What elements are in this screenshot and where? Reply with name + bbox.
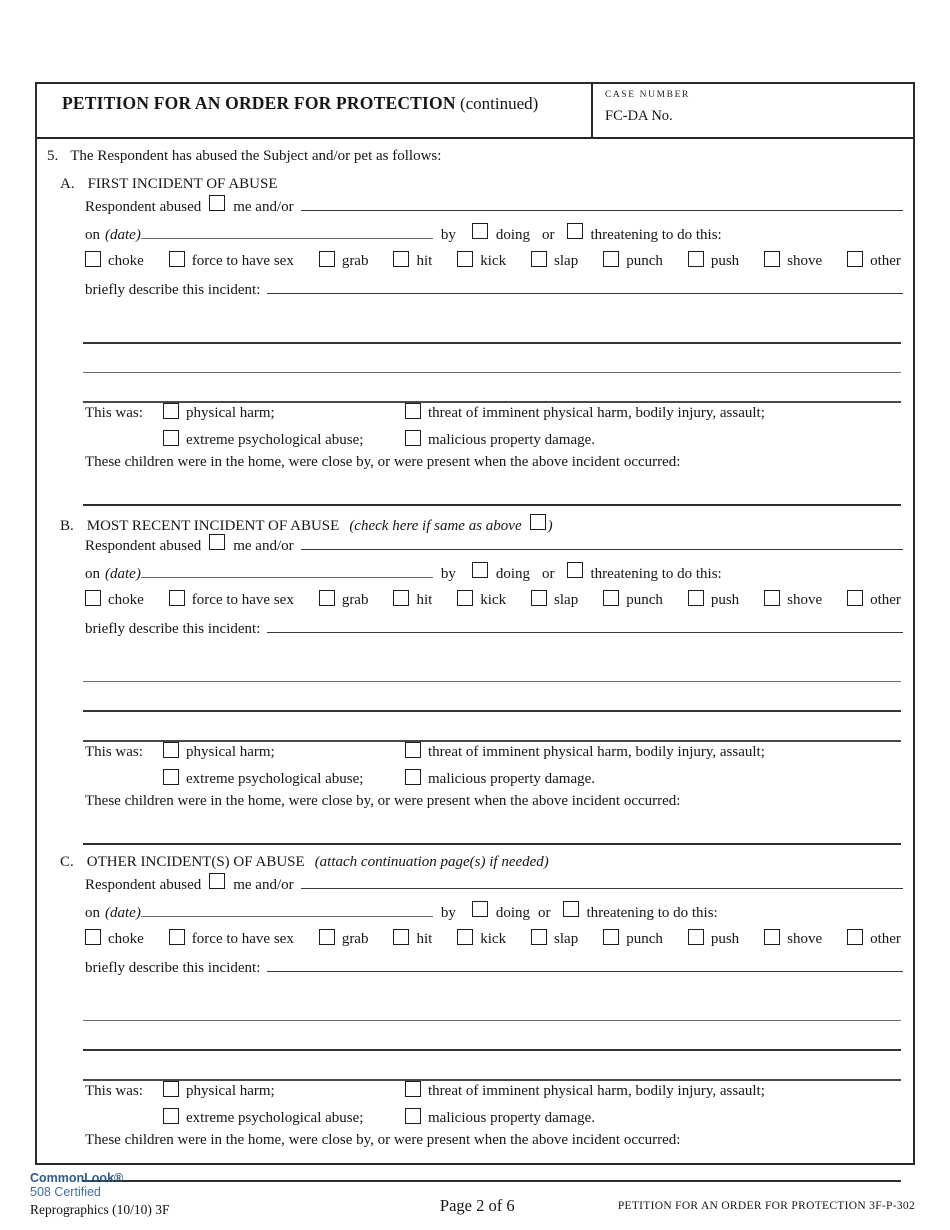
malicious-damage-checkbox[interactable]: [405, 430, 421, 446]
physical-harm-checkbox[interactable]: [163, 1081, 179, 1097]
abuse-option-label: push: [710, 931, 740, 947]
abuse-option: [169, 590, 294, 610]
abuse-option-label: punch: [626, 592, 663, 608]
threat-label: threat of imminent physical harm, bodily injury, assault;: [428, 744, 765, 760]
section-b-heading: [60, 514, 903, 534]
by-label: by: [440, 566, 456, 582]
date-label: (date): [105, 566, 141, 582]
physical-harm-label: physical harm;: [186, 405, 275, 421]
abuse-option-label: grab: [341, 253, 369, 269]
abuse-option: [688, 251, 739, 271]
doing-label: doing: [495, 566, 530, 582]
me-checkbox[interactable]: [209, 873, 225, 889]
same-as-above-checkbox[interactable]: [530, 514, 546, 530]
children-present-row: [85, 792, 903, 815]
abuse-option-label: force to have sex: [191, 592, 294, 608]
abuse-option-checkbox[interactable]: [764, 251, 780, 267]
briefly-describe-label: briefly describe this incident:: [85, 960, 261, 976]
abuse-option-checkbox[interactable]: [169, 929, 185, 945]
abuse-option-checkbox[interactable]: [169, 590, 185, 606]
me-andor-label: me and/or: [233, 199, 294, 215]
abuse-option-checkbox[interactable]: [603, 590, 619, 606]
item-5-text: The Respondent has abused the Subject and/or pet as follows:: [70, 148, 442, 164]
children-present-label: These children were in the home, were close by, or were present when the above incident occurred:: [85, 454, 681, 470]
respondent-abused-label: Respondent abused: [85, 538, 202, 554]
abuse-options-row: [85, 929, 901, 959]
abuse-option: [393, 590, 432, 610]
or-label: or: [538, 905, 551, 921]
abuse-option-checkbox[interactable]: [531, 590, 547, 606]
date-label: (date): [105, 905, 141, 921]
threat-checkbox[interactable]: [405, 742, 421, 758]
form-body: [37, 139, 913, 1182]
on-label: on: [85, 566, 100, 582]
abuse-option-label: shove: [787, 253, 823, 269]
abuse-option-label: other: [870, 253, 901, 269]
or-label: or: [542, 566, 555, 582]
by-label: by: [440, 227, 456, 243]
section-c-title: OTHER INCIDENT(S) OF ABUSE: [86, 854, 305, 870]
case-number-value: FC-DA No.: [605, 108, 673, 124]
page-number: Page 2 of 6: [439, 1196, 515, 1215]
extreme-abuse-checkbox[interactable]: [163, 1108, 179, 1124]
threatening-label: threatening to do this:: [586, 905, 718, 921]
abuse-option-label: slap: [554, 931, 579, 947]
abuse-option-checkbox[interactable]: [457, 590, 473, 606]
threatening-checkbox[interactable]: [567, 223, 583, 239]
abuse-option-checkbox[interactable]: [85, 590, 101, 606]
abuse-option: [688, 929, 739, 949]
abuse-option-checkbox[interactable]: [169, 251, 185, 267]
respondent-abused-row: [85, 873, 903, 901]
respondent-abused-row: [85, 195, 903, 223]
abuse-option-checkbox[interactable]: [847, 251, 863, 267]
section-b-note: (check here if same as above: [349, 518, 522, 534]
threatening-checkbox[interactable]: [567, 562, 583, 578]
abuse-option: [764, 590, 822, 610]
abuse-option-checkbox[interactable]: [688, 251, 704, 267]
abuse-option: [319, 929, 369, 949]
briefly-describe-row: [85, 281, 903, 311]
threat-option: [405, 1081, 765, 1101]
date-row: [85, 901, 903, 929]
abuse-option-checkbox[interactable]: [393, 929, 409, 945]
abuse-option-checkbox[interactable]: [603, 929, 619, 945]
abuse-option-label: shove: [787, 931, 823, 947]
on-label: on: [85, 227, 100, 243]
section-c-letter: C.: [60, 854, 74, 870]
abuse-option-checkbox[interactable]: [603, 251, 619, 267]
abuse-option-checkbox[interactable]: [457, 929, 473, 945]
date-label: (date): [105, 227, 141, 243]
abused-name-field[interactable]: [301, 547, 903, 550]
malicious-damage-checkbox[interactable]: [405, 769, 421, 785]
malicious-damage-label: malicious property damage.: [428, 432, 596, 448]
abuse-option-label: choke: [108, 592, 144, 608]
abuse-option: [85, 251, 144, 271]
abuse-option: [531, 251, 578, 271]
abuse-option: [531, 929, 578, 949]
doing-checkbox[interactable]: [472, 223, 488, 239]
abuse-option-label: other: [870, 931, 901, 947]
abuse-option-label: kick: [480, 253, 507, 269]
respondent-abused-label: Respondent abused: [85, 199, 202, 215]
abuse-option-label: grab: [341, 592, 369, 608]
section-b-title: MOST RECENT INCIDENT OF ABUSE: [86, 518, 340, 534]
section-a-title: FIRST INCIDENT OF ABUSE: [87, 176, 278, 192]
abuse-option-checkbox[interactable]: [319, 929, 335, 945]
malicious-damage-label: malicious property damage.: [428, 1110, 596, 1126]
page-footer: [0, 1166, 950, 1230]
section-c-heading: [60, 853, 903, 873]
this-was-row-1: [85, 742, 903, 769]
threat-checkbox[interactable]: [405, 403, 421, 419]
abuse-option-label: hit: [416, 253, 433, 269]
doing-label: doing: [495, 227, 530, 243]
date-field[interactable]: [141, 914, 433, 917]
certified-label: 508 Certified: [30, 1185, 101, 1199]
briefly-describe-row: [85, 620, 903, 650]
this-was-row-1: [85, 403, 903, 430]
commonlook-logo: CommonLook®: [30, 1171, 124, 1185]
section-b: [47, 514, 903, 845]
abuse-option-label: hit: [416, 931, 433, 947]
abuse-option-checkbox[interactable]: [319, 251, 335, 267]
this-was-label: This was:: [85, 405, 143, 421]
this-was-row-2: [85, 430, 903, 453]
abuse-option-label: force to have sex: [191, 253, 294, 269]
abused-name-field[interactable]: [301, 886, 903, 889]
abuse-option: [847, 590, 901, 610]
document-reference: PETITION FOR AN ORDER FOR PROTECTION 3F-P-302: [617, 1200, 915, 1212]
section-c-note: (attach continuation page(s) if needed): [314, 854, 549, 870]
this-was-row-1: [85, 1081, 903, 1108]
doing-checkbox[interactable]: [472, 562, 488, 578]
physical-harm-label: physical harm;: [186, 744, 275, 760]
abuse-option-checkbox[interactable]: [688, 590, 704, 606]
item-5: [47, 147, 903, 167]
form-header: [37, 84, 913, 139]
briefly-describe-label: briefly describe this incident:: [85, 282, 261, 298]
write-line[interactable]: [83, 682, 901, 712]
threat-option: [405, 742, 765, 762]
abuse-option-label: choke: [108, 931, 144, 947]
write-line[interactable]: [83, 712, 901, 742]
abuse-option: [847, 929, 901, 949]
doing-label: doing: [495, 905, 530, 921]
briefly-describe-label: briefly describe this incident:: [85, 621, 261, 637]
children-present-row: [85, 1131, 903, 1154]
children-present-row: [85, 453, 903, 476]
abuse-option-label: kick: [480, 592, 507, 608]
physical-harm-checkbox[interactable]: [163, 742, 179, 758]
write-line[interactable]: [83, 1021, 901, 1051]
abuse-option: [85, 929, 144, 949]
abuse-option: [847, 251, 901, 271]
write-line[interactable]: [83, 1051, 901, 1081]
date-field[interactable]: [141, 575, 433, 578]
threat-label: threat of imminent physical harm, bodily injury, assault;: [428, 1083, 765, 1099]
write-line[interactable]: [83, 989, 901, 1021]
abuse-option-label: other: [870, 592, 901, 608]
extreme-abuse-option: [163, 430, 405, 450]
abuse-option-checkbox[interactable]: [393, 590, 409, 606]
write-line[interactable]: [83, 815, 901, 845]
physical-harm-option: [163, 1081, 405, 1101]
abuse-option-checkbox[interactable]: [531, 929, 547, 945]
section-a: [47, 175, 903, 506]
abuse-option-label: punch: [626, 931, 663, 947]
abuse-option: [393, 929, 432, 949]
case-number-cell: [593, 84, 913, 137]
malicious-damage-label: malicious property damage.: [428, 771, 596, 787]
section-a-heading: [60, 175, 903, 195]
me-checkbox[interactable]: [209, 534, 225, 550]
extreme-abuse-checkbox[interactable]: [163, 769, 179, 785]
doing-checkbox[interactable]: [472, 901, 488, 917]
form-outer-box: [35, 82, 915, 1165]
write-line[interactable]: [83, 344, 901, 373]
abuse-option: [169, 929, 294, 949]
abuse-option: [764, 929, 822, 949]
abuse-option-label: shove: [787, 592, 823, 608]
abuse-option: [764, 251, 822, 271]
abuse-option-checkbox[interactable]: [85, 929, 101, 945]
form-title-suffix: (continued): [455, 94, 539, 113]
extreme-abuse-checkbox[interactable]: [163, 430, 179, 446]
this-was-row-2: [85, 769, 903, 792]
threat-checkbox[interactable]: [405, 1081, 421, 1097]
write-line[interactable]: [83, 476, 901, 506]
respondent-abused-label: Respondent abused: [85, 877, 202, 893]
abuse-option: [688, 590, 739, 610]
children-present-label: These children were in the home, were close by, or were present when the above incident occurred:: [85, 793, 681, 809]
form-title: PETITION FOR AN ORDER FOR PROTECTION: [62, 93, 456, 113]
physical-harm-option: [163, 403, 405, 423]
abuse-option-label: slap: [554, 253, 579, 269]
briefly-describe-row: [85, 959, 903, 989]
threatening-label: threatening to do this:: [590, 227, 722, 243]
this-was-label: This was:: [85, 744, 143, 760]
abuse-option-label: hit: [416, 592, 433, 608]
abuse-option-label: punch: [626, 253, 663, 269]
abuse-option-checkbox[interactable]: [85, 251, 101, 267]
case-number-label: CASE NUMBER: [605, 90, 690, 100]
item-5-number: 5.: [47, 148, 59, 164]
on-label: on: [85, 905, 100, 921]
physical-harm-checkbox[interactable]: [163, 403, 179, 419]
abuse-option-label: force to have sex: [191, 931, 294, 947]
date-field[interactable]: [141, 236, 433, 239]
abuse-option-checkbox[interactable]: [764, 929, 780, 945]
section-a-letter: A.: [60, 176, 75, 192]
abuse-option-label: slap: [554, 592, 579, 608]
extreme-abuse-label: extreme psychological abuse;: [186, 432, 364, 448]
abuse-option-checkbox[interactable]: [847, 929, 863, 945]
section-b-letter: B.: [60, 518, 74, 534]
abused-name-field[interactable]: [301, 208, 903, 211]
abuse-option: [393, 251, 432, 271]
abuse-option-checkbox[interactable]: [457, 251, 473, 267]
physical-harm-option: [163, 742, 405, 762]
incident-description-field[interactable]: [267, 291, 903, 294]
children-present-label: These children were in the home, were close by, or were present when the above incident occurred:: [85, 1132, 681, 1148]
abuse-option-checkbox[interactable]: [688, 929, 704, 945]
me-andor-label: me and/or: [233, 538, 294, 554]
write-line[interactable]: [83, 311, 901, 344]
section-b-note-close: ): [547, 518, 553, 534]
abuse-option-label: push: [710, 253, 740, 269]
section-c: [47, 853, 903, 1182]
abuse-option: [603, 590, 663, 610]
extreme-abuse-option: [163, 769, 405, 789]
threatening-checkbox[interactable]: [563, 901, 579, 917]
abuse-option: [319, 251, 369, 271]
reprographics-label: Reprographics (10/10) 3F: [30, 1202, 170, 1217]
abuse-option: [169, 251, 294, 271]
malicious-damage-checkbox[interactable]: [405, 1108, 421, 1124]
malicious-damage-option: [405, 1108, 595, 1128]
abuse-option-label: choke: [108, 253, 144, 269]
abuse-option-label: push: [710, 592, 740, 608]
date-row: [85, 562, 903, 590]
abuse-option-checkbox[interactable]: [319, 590, 335, 606]
extreme-abuse-option: [163, 1108, 405, 1128]
abuse-option-checkbox[interactable]: [531, 251, 547, 267]
respondent-abused-row: [85, 534, 903, 562]
date-row: [85, 223, 903, 251]
threat-label: threat of imminent physical harm, bodily injury, assault;: [428, 405, 765, 421]
abuse-option-label: grab: [341, 931, 369, 947]
me-andor-label: me and/or: [233, 877, 294, 893]
abuse-option-checkbox[interactable]: [847, 590, 863, 606]
extreme-abuse-label: extreme psychological abuse;: [186, 1110, 364, 1126]
abuse-option-checkbox[interactable]: [764, 590, 780, 606]
abuse-option: [85, 590, 144, 610]
malicious-damage-option: [405, 430, 595, 450]
write-line[interactable]: [83, 650, 901, 682]
write-line[interactable]: [83, 373, 901, 403]
extreme-abuse-label: extreme psychological abuse;: [186, 771, 364, 787]
incident-description-field[interactable]: [267, 969, 903, 972]
or-label: or: [542, 227, 555, 243]
abuse-options-row: [85, 251, 901, 281]
abuse-options-row: [85, 590, 901, 620]
me-checkbox[interactable]: [209, 195, 225, 211]
by-label: by: [440, 905, 456, 921]
abuse-option: [457, 251, 506, 271]
physical-harm-label: physical harm;: [186, 1083, 275, 1099]
abuse-option: [603, 929, 663, 949]
form-title-cell: [37, 84, 593, 137]
abuse-option-checkbox[interactable]: [393, 251, 409, 267]
incident-description-field[interactable]: [267, 630, 903, 633]
malicious-damage-option: [405, 769, 595, 789]
this-was-label: This was:: [85, 1083, 143, 1099]
threat-option: [405, 403, 765, 423]
threatening-label: threatening to do this:: [590, 566, 722, 582]
abuse-option: [603, 251, 663, 271]
abuse-option: [457, 929, 506, 949]
abuse-option: [319, 590, 369, 610]
this-was-row-2: [85, 1108, 903, 1131]
abuse-option: [457, 590, 506, 610]
abuse-option: [531, 590, 578, 610]
abuse-option-label: kick: [480, 931, 507, 947]
